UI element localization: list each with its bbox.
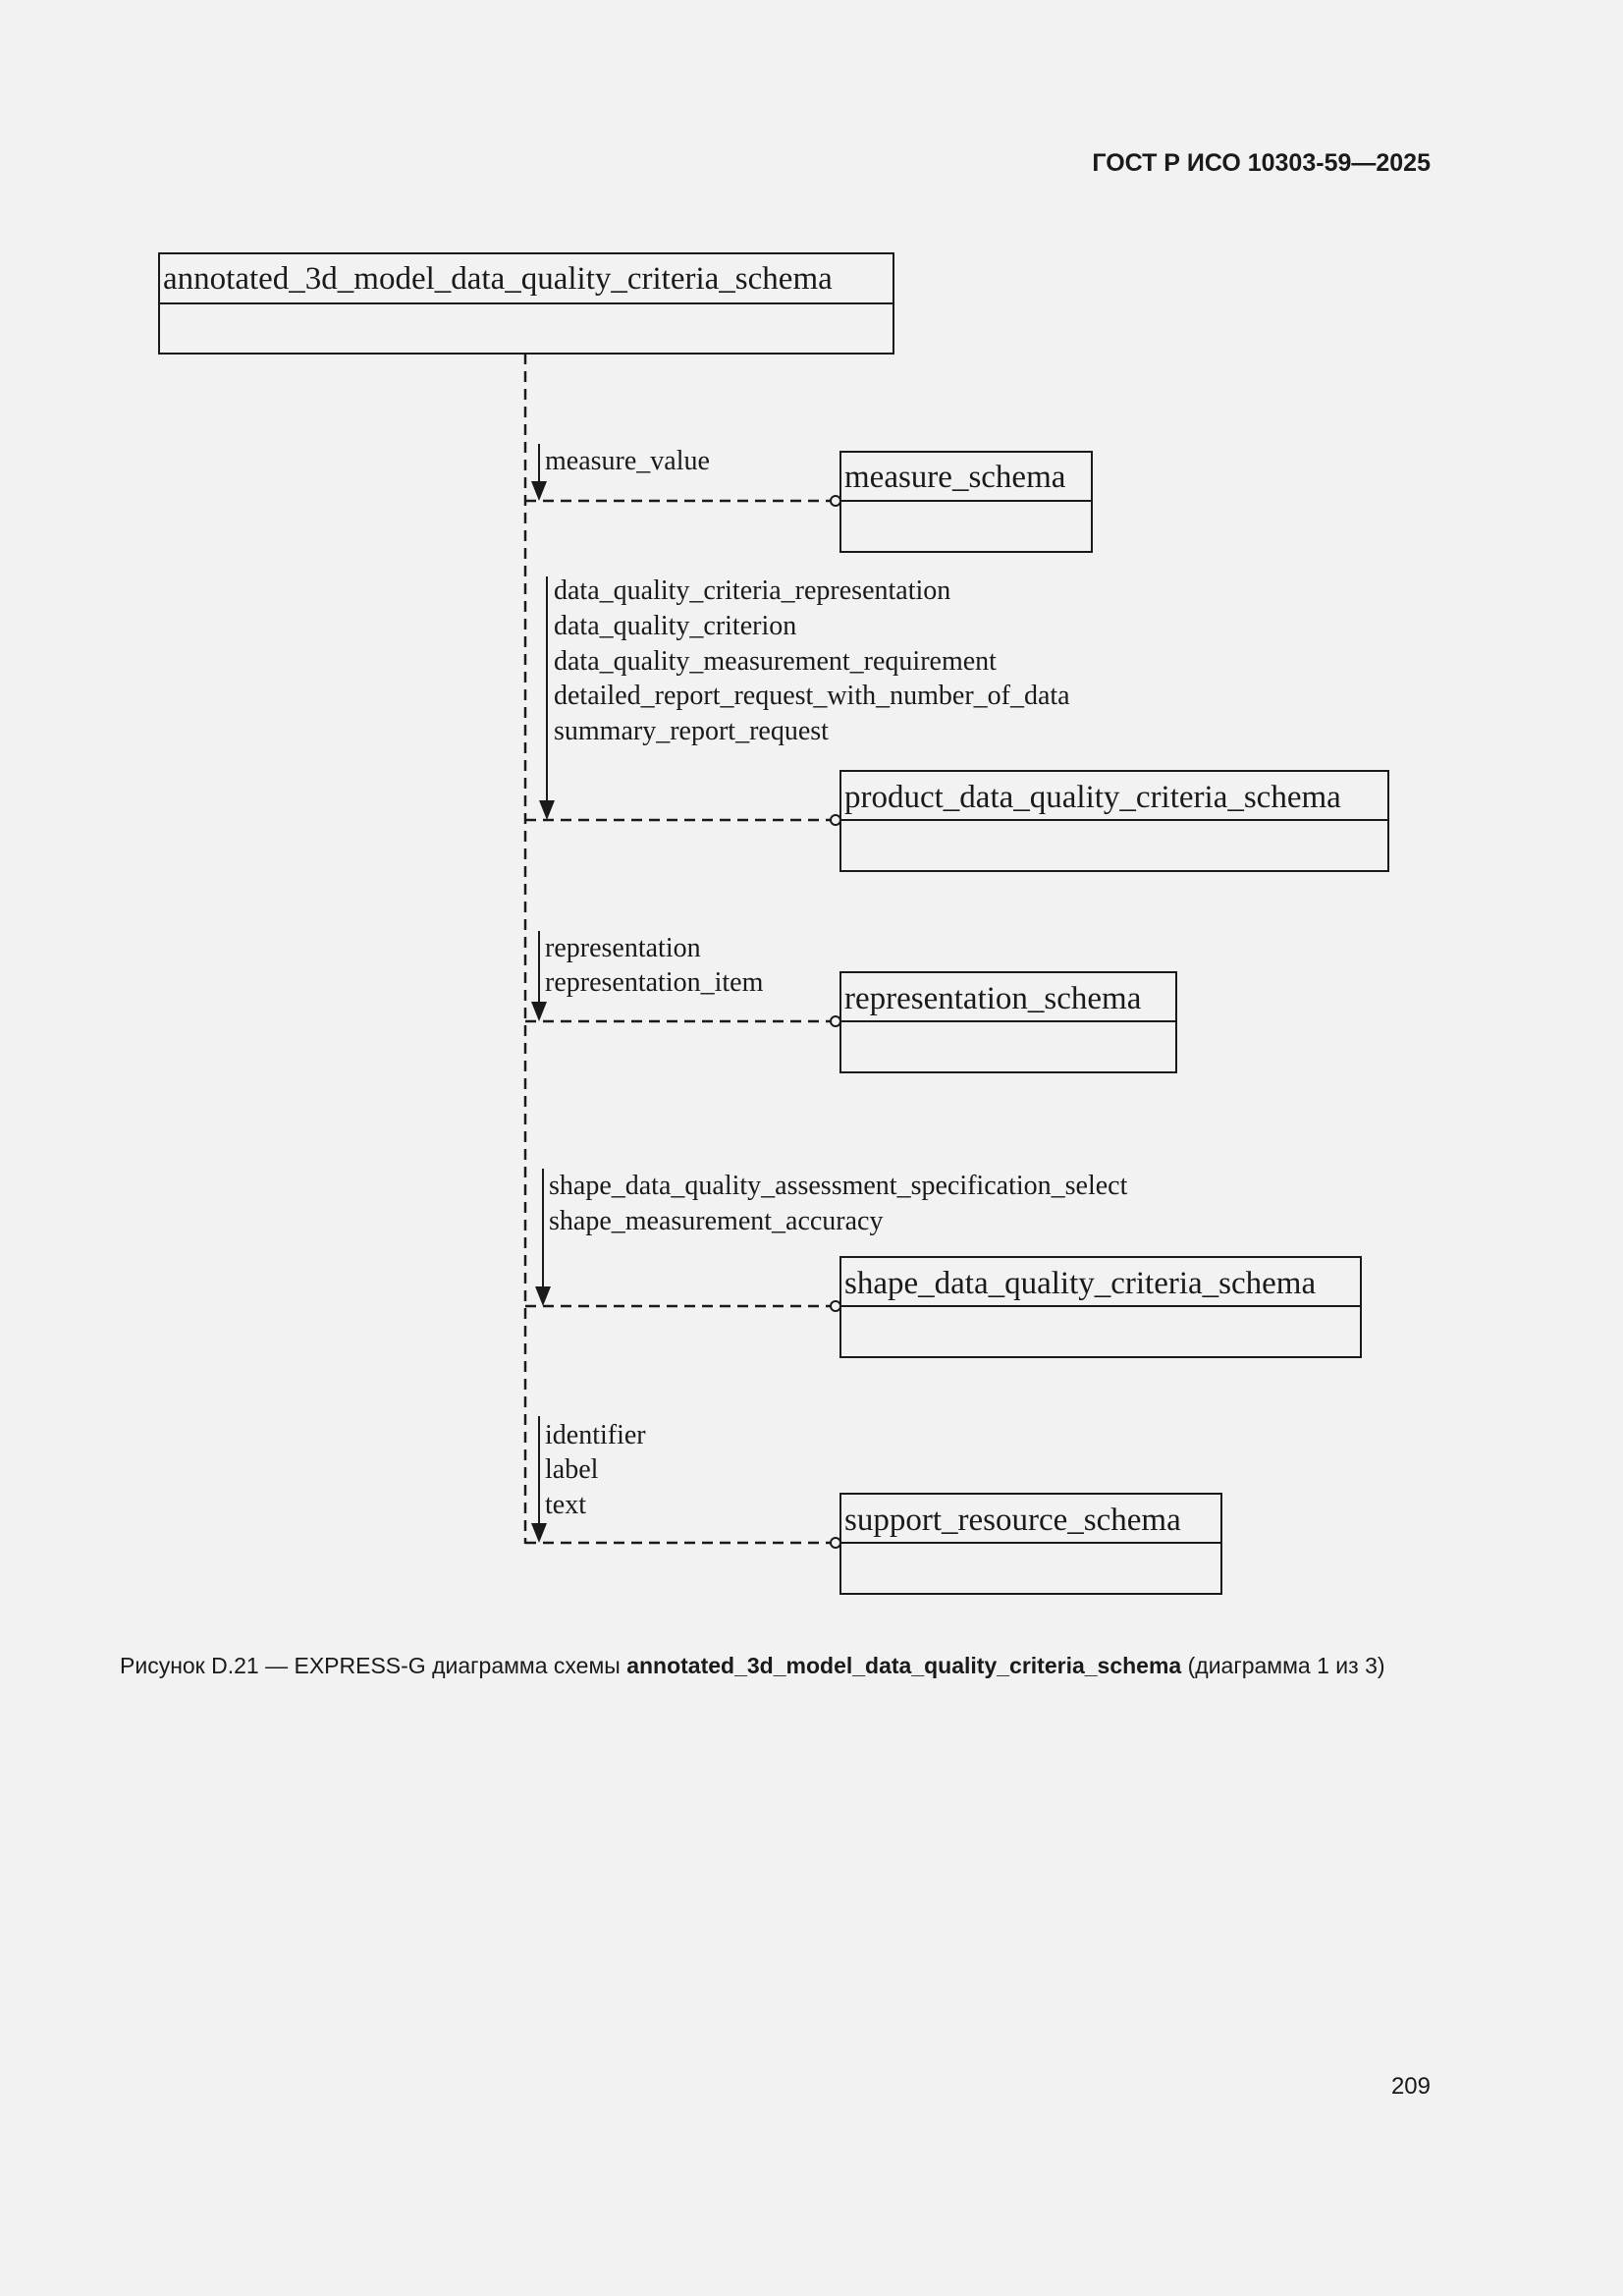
main-schema-title: annotated_3d_model_data_quality_criteria_schema xyxy=(163,261,833,297)
main-schema-box xyxy=(159,253,893,354)
reference-item-label: representation xyxy=(545,933,701,963)
reference-circle xyxy=(831,496,840,506)
reference-item-label: data_quality_criteria_representation xyxy=(554,575,951,606)
reference-circle xyxy=(831,1538,840,1548)
reference-item-label: detailed_report_request_with_number_of_data xyxy=(554,681,1070,711)
reference-group-support-resource xyxy=(525,1416,1221,1594)
document-standard-header: ГОСТ Р ИСО 10303-59—2025 xyxy=(1092,149,1431,177)
reference-circle xyxy=(831,1016,840,1026)
reference-group-product-data-quality xyxy=(525,575,1388,871)
caption-schema-name: annotated_3d_model_data_quality_criteria_schema xyxy=(626,1653,1182,1678)
schema-box-title: support_resource_schema xyxy=(844,1503,1181,1538)
schema-box-title: measure_schema xyxy=(844,460,1066,495)
reference-arrowhead xyxy=(531,1523,547,1543)
schema-box-title: product_data_quality_criteria_schema xyxy=(844,780,1341,815)
figure-caption xyxy=(120,1653,1514,1679)
reference-item-label: representation_item xyxy=(545,967,764,998)
reference-circle xyxy=(831,815,840,825)
reference-arrowhead xyxy=(531,481,547,501)
reference-item-label: label xyxy=(545,1454,599,1485)
caption-suffix: (диаграмма 1 из 3) xyxy=(1187,1653,1385,1678)
reference-item-label: data_quality_measurement_requirement xyxy=(554,646,997,677)
reference-item-label: shape_measurement_accuracy xyxy=(549,1206,884,1236)
reference-item-label: shape_data_quality_assessment_specification_select xyxy=(549,1171,1128,1201)
reference-arrowhead xyxy=(539,800,555,820)
reference-item-label: identifier xyxy=(545,1420,646,1450)
reference-circle xyxy=(831,1301,840,1311)
caption-prefix: Рисунок D.21 — EXPRESS-G диаграмма схемы xyxy=(120,1653,621,1678)
reference-group-shape-data-quality xyxy=(525,1169,1361,1357)
reference-item-label: measure_value xyxy=(545,446,710,476)
reference-arrowhead xyxy=(535,1286,551,1306)
reference-group-measure xyxy=(525,444,1092,552)
reference-arrowhead xyxy=(531,1002,547,1021)
reference-group-representation xyxy=(525,931,1176,1072)
reference-item-label: data_quality_criterion xyxy=(554,611,797,641)
schema-box-title: shape_data_quality_criteria_schema xyxy=(844,1266,1317,1301)
reference-item-label: text xyxy=(545,1490,586,1520)
schema-box-title: representation_schema xyxy=(844,981,1142,1016)
page-number: 209 xyxy=(1390,2073,1431,2100)
reference-item-label: summary_report_request xyxy=(554,716,829,746)
